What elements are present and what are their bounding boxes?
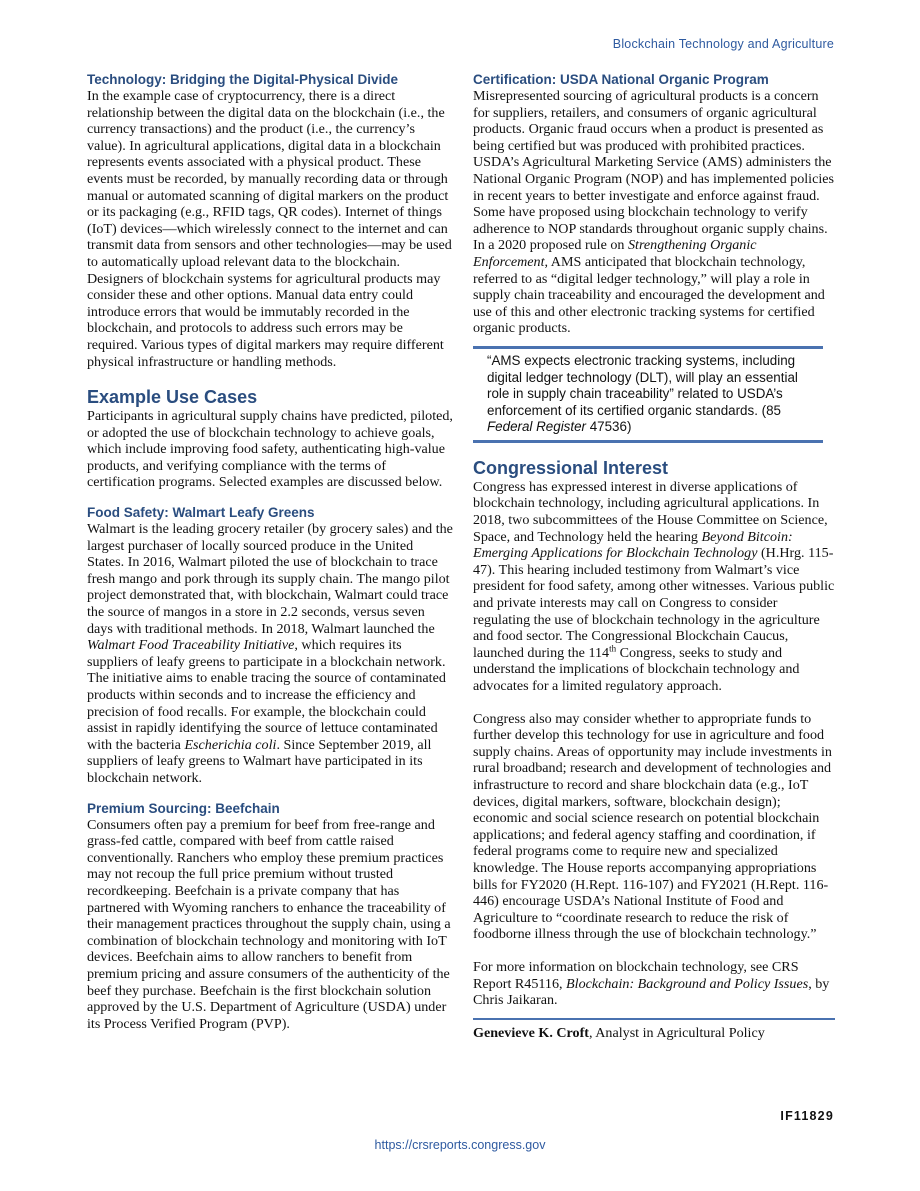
author-title: , Analyst in Agricultural Policy xyxy=(588,1024,765,1041)
hearing-title: Beyond Bitcoin: Emerging Applications for Blockchain Technology xyxy=(473,528,793,562)
paragraph-walmart xyxy=(87,521,453,787)
footer-link[interactable]: https://crsreports.congress.gov xyxy=(374,1138,546,1152)
congress-text-c: Congress, seeks to study and understand the implications of blockchain technology and advocates for a limited regulatory approach. xyxy=(473,644,800,694)
quote-citation: Federal Register xyxy=(487,419,586,435)
paragraph-congress-2: Congress also may consider whether to appropriate funds to further develop this technology for use in agriculture and food supply chains. Areas of opportunity may include investments in rural broadband; research and development of technologies and infrastructure to record and share blockchain data (e.g., IoT devices, digital markers, software, blockchain design); economic and social science research on potential blockchain applications; and federal agency staffing and coordination, if federal programs come to require new and specialized knowledge. The House reports accompanying appropriations bills for FY2020 (H.Rept. 116-107) and FY2021 (H.Rept. 116-446) encourage USDA’s National Institute of Food and Agriculture to “coordinate research to reduce the risk of foodborne illness through the use of blockchain technology.” xyxy=(473,710,832,943)
walmart-text-1: Walmart is the leading grocery retailer (by grocery sales) and the largest purchaser of locally sourced produce in the United States. In 2016, Walmart piloted the use of blockchain to trace fresh mango and pork through its supply chain. The mango pilot project demonstrated that, with blockchain, Walmart could trace the source of mangos in a store in 2.2 seconds, versus seven days with traditional methods. In 2018, Walmart launched the xyxy=(87,521,453,637)
section-heading-use-cases: Example Use Cases xyxy=(87,387,258,408)
proposed-rule-title: Strengthening Organic Enforcement xyxy=(473,237,757,270)
paragraph-certification xyxy=(473,88,835,337)
section-heading-technology: Technology: Bridging the Digital-Physical Divide xyxy=(87,72,399,87)
right-column xyxy=(473,72,835,1041)
section-heading-certification: Certification: USDA National Organic Program xyxy=(473,72,769,87)
paragraph-congress-1 xyxy=(473,479,835,695)
section-heading-congress: Congressional Interest xyxy=(473,457,669,478)
section-heading-beefchain: Premium Sourcing: Beefchain xyxy=(87,800,280,816)
quote-text: “AMS expects electronic tracking systems, including digital ledger technology (DLT), will play an essential role in supply chain traceability” related to USDA’s enforcement of its certified organic standards. (85 xyxy=(487,352,798,418)
congress-text-a: Congress has expressed interest in diverse applications of blockchain technology, including agricultural applications. In 2018, two subcommittees of the House Committee on Science, Space, and Technology held the hearing xyxy=(473,478,828,545)
report-number: IF11829 xyxy=(780,1109,834,1123)
walmart-text-3: . Since September 2019, all suppliers of leafy greens to Walmart have participated in its blockchain network. xyxy=(87,736,432,786)
cert-text-2: , AMS anticipated that blockchain technology, referred to as “digital ledger technology,” will play a role in supply chain traceability and encouraged the development and use of this and other electronic tracking systems for certified organic products. xyxy=(473,253,825,337)
pull-quote xyxy=(473,346,823,443)
more-info-text-a: For more information on blockchain technology, see CRS Report R45116, xyxy=(473,958,799,992)
running-header: Blockchain Technology and Agriculture xyxy=(612,37,834,51)
more-info-text-b: , by Chris Jaikaran. xyxy=(473,975,830,1009)
paragraph-technology: In the example case of cryptocurrency, there is a direct relationship between the digital data on the blockchain (i.e., the currency transactions) and the product (i.e., the currency’s value). In agricultural applications, digital data in a blockchain represents events associated with a physical product. These events must be recorded, by manually recording data or through manual or automated scanning of digital markers on the product or its packaging (e.g., RFID tags, QR codes). Internet of things (IoT) devices—which wirelessly connect to the internet and can transmit data from sensors and other technologies—may be used to automatically upload relevant data to the blockchain. Designers of blockchain systems for agricultural products may consider these and other options. Manual data entry could introduce errors that would be immutably recorded in the blockchain, and protocols to address such errors may be required. Various types of digital markers may require different physical infrastructure or handling methods. xyxy=(87,88,452,370)
congress-text-b: (H.Hrg. 115-47). This hearing included testimony from Walmart’s vice president for food safety, among other witnesses. Various public and private interests may call on Congress to consider regulating the use of blockchain technology in the agriculture and food sector. The Congressional Blockchain Caucus, launched during the 114 xyxy=(473,545,835,661)
author-name: Genevieve K. Croft xyxy=(473,1024,589,1041)
walmart-initiative-title: Walmart Food Traceability Initiative xyxy=(87,637,295,654)
paragraph-use-cases: Participants in agricultural supply chains have predicted, piloted, or adopted the use of blockchain technology to achieve goals, which include improving food safety, authenticating high-value products, and verifying compliance with the terms of certification programs. Selected examples are discussed below. xyxy=(87,408,453,491)
ordinal-suffix: th xyxy=(609,643,617,654)
walmart-text-2: , which requires its suppliers of leafy greens to participate in a blockchain network. The initiative aims to enable tracing the source of contaminated products within seconds and to increase the efficiency and precision of food recalls. For example, the blockchain could assist in rapidly identifying the source of lettuce contaminated with the bacteria xyxy=(87,637,446,753)
section-heading-walmart: Food Safety: Walmart Leafy Greens xyxy=(87,505,315,521)
quote-page: 47536) xyxy=(586,419,632,435)
crs-report-title: Blockchain: Background and Policy Issues xyxy=(566,975,809,992)
cert-text-1: Misrepresented sourcing of agricultural products is a concern for suppliers, retailers, and consumers of organic agricultural products. Organic fraud occurs when a product is presented as being certified but was produced with prohibited practices. USDA’s Agricultural Marketing Service (AMS) administers the National Organic Program (NOP) and has implemented policies in recent years to better investigate and enforce against fraud. Some have proposed using blockchain technology to verify adherence to NOP standards throughout organic supply chains. In a 2020 proposed rule on xyxy=(473,88,835,254)
bacteria-name: Escherichia coli xyxy=(184,736,277,753)
left-column xyxy=(87,72,453,1032)
author-line xyxy=(473,1018,835,1042)
paragraph-more-info xyxy=(473,959,835,1009)
paragraph-beefchain: Consumers often pay a premium for beef from free-range and grass-fed cattle, compared with beef from cattle raised conventionally. Ranchers who employ these premium practices may not recoup the full price premium without trusted recordkeeping. Beefchain is a private company that has partnered with Wyoming ranchers to enhance the traceability of their management practices throughout the supply chain, using a combination of blockchain technology and monitoring with IoT devices. Beefchain aims to allow ranchers to benefit from premium pricing and assure consumers of the authenticity of the beef they purchase. Beefchain is the first blockchain solution approved by the U.S. Department of Agriculture (USDA) under its Process Verified Program (PVP). xyxy=(87,816,451,1032)
